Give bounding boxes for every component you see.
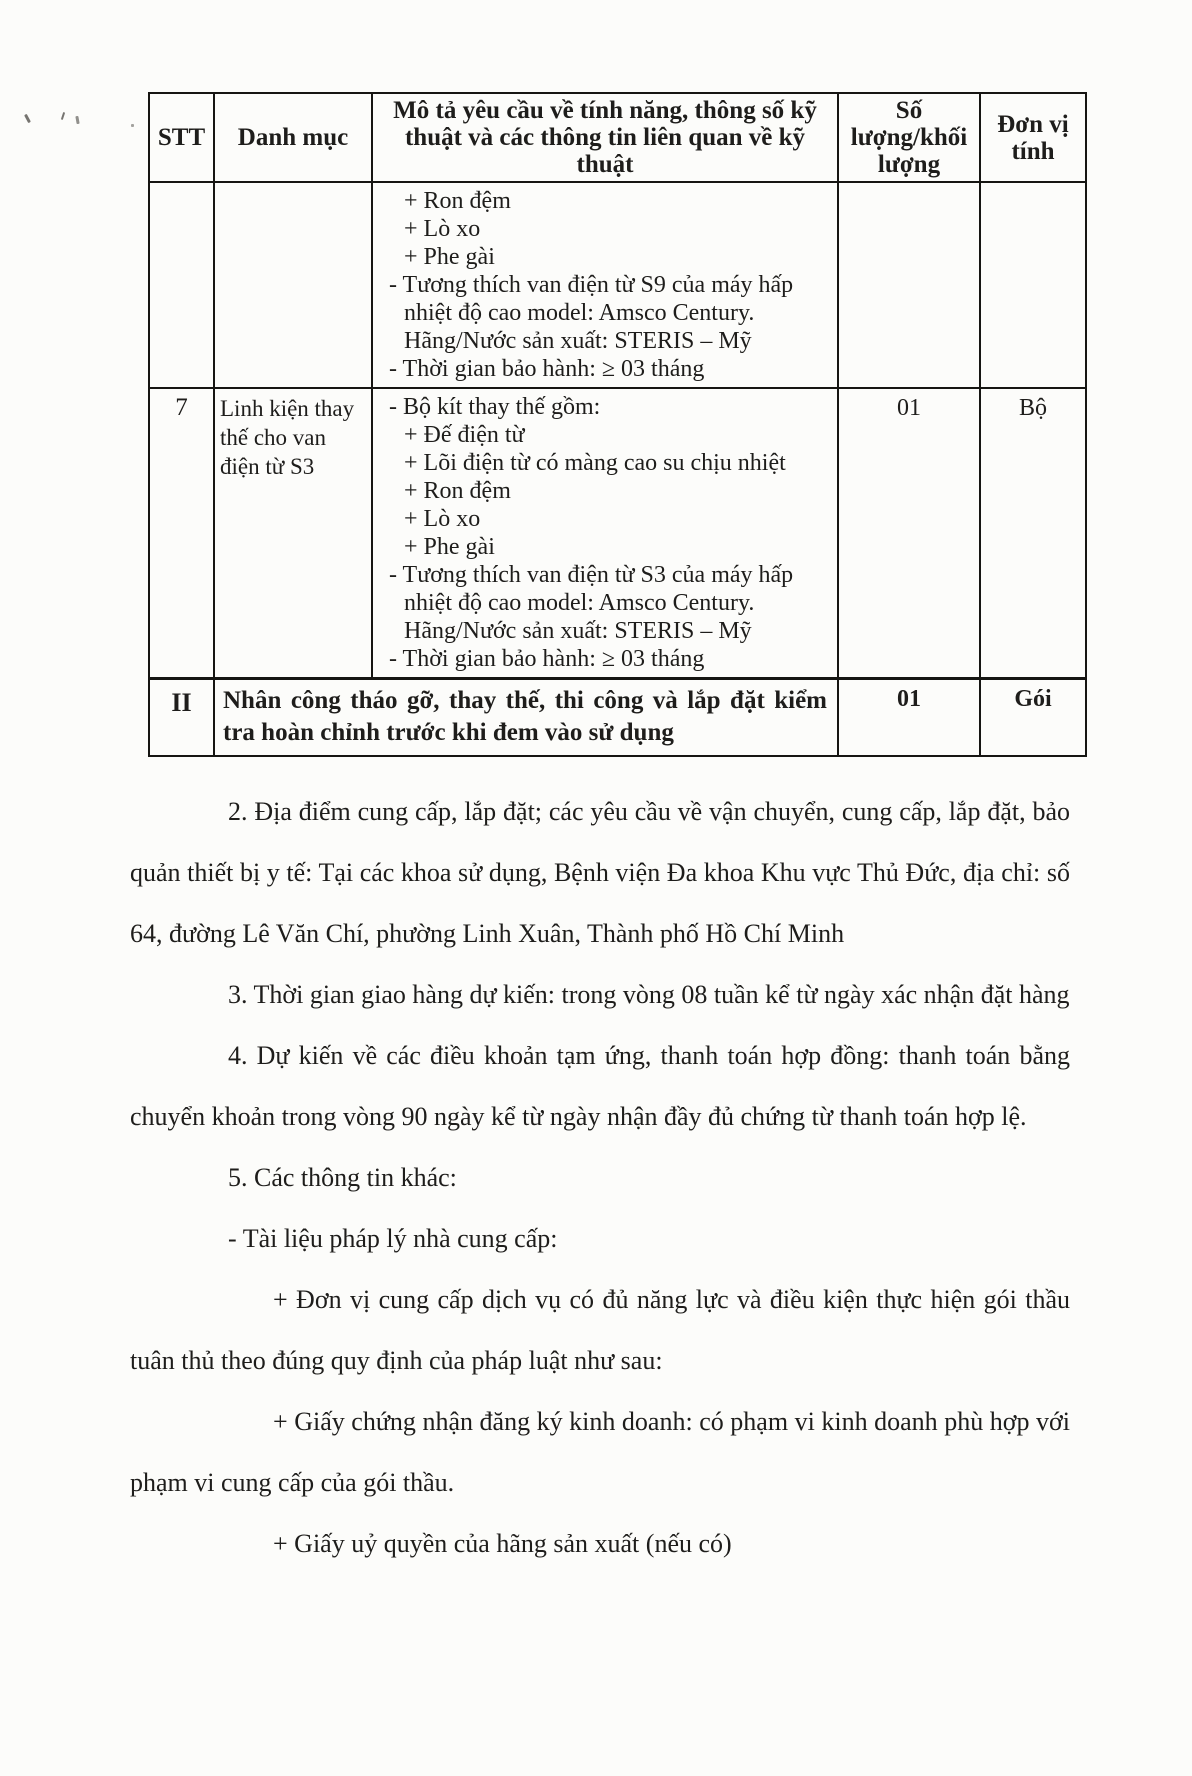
column-header-1: Danh mục	[214, 93, 372, 182]
scan-artifact	[131, 124, 134, 127]
description-line: nhiệt độ cao model: Amsco Century.	[404, 300, 755, 326]
column-header-0: STT	[149, 93, 214, 182]
paragraph: 2. Địa điểm cung cấp, lắp đặt; các yêu cầu về vận chuyển, cung cấp, lắp đặt, bảo quản thiết bị y tế: Tại các khoa sử dụng, Bệnh viện Đa khoa Khu vực Thủ Đức, địa chỉ: số 64, đường Lê Văn Chí, phường Linh Xuân, Thành phố Hồ Chí Minh	[130, 797, 1070, 948]
description-line: - Thời gian bảo hành: ≥ 03 tháng	[389, 356, 705, 382]
scan-artifact	[24, 114, 31, 123]
body-paragraphs	[130, 781, 1070, 1574]
paragraph: + Đơn vị cung cấp dịch vụ có đủ năng lực và điều kiện thực hiện gói thầu tuân thủ theo đúng quy định của pháp luật như sau:	[130, 1285, 1070, 1375]
column-header-3: Số lượng/khối lượng	[838, 93, 980, 182]
cell-quantity: 01	[838, 388, 980, 679]
scan-artifact	[61, 112, 65, 120]
description-line: Hãng/Nước sản xuất: STERIS – Mỹ	[404, 618, 752, 644]
description-line: - Bộ kít thay thế gồm:	[389, 394, 601, 420]
description-line: + Lõi điện từ có màng cao su chịu nhiệt	[404, 450, 786, 476]
cell-unit	[980, 182, 1086, 388]
cell-unit: Gói	[980, 679, 1086, 757]
table-header-row	[149, 93, 1086, 182]
description-line: + Ron đệm	[404, 478, 511, 504]
description-line: - Tương thích van điện từ S9 của máy hấp	[389, 272, 794, 298]
cell-quantity: 01	[838, 679, 980, 757]
description-line: nhiệt độ cao model: Amsco Century.	[404, 590, 755, 616]
table-row	[149, 182, 1086, 388]
scan-artifact	[75, 116, 79, 124]
description-line: + Phe gài	[404, 534, 495, 560]
description-line: + Ron đệm	[404, 188, 511, 214]
spec-table-body	[149, 182, 1086, 756]
table-row	[149, 679, 1086, 757]
column-header-4: Đơn vị tính	[980, 93, 1086, 182]
description-line: + Đế điện từ	[404, 422, 525, 448]
cell-quantity	[838, 182, 980, 388]
spec-table	[148, 92, 1087, 757]
description-line: + Phe gài	[404, 244, 495, 270]
cell-description: Nhân công tháo gỡ, thay thế, thi công và lắp đặt kiểm tra hoàn chỉnh trước khi đem vào sử dụng	[214, 679, 838, 757]
scanned-document-page	[0, 92, 1192, 1776]
description-line: Hãng/Nước sản xuất: STERIS – Mỹ	[404, 328, 752, 354]
cell-description	[372, 182, 838, 388]
cell-unit: Bộ	[980, 388, 1086, 679]
description-line: - Tương thích van điện từ S3 của máy hấp	[389, 562, 794, 588]
column-header-2: Mô tả yêu cầu về tính năng, thông số kỹ thuật và các thông tin liên quan về kỹ thuật	[372, 93, 838, 182]
cell-category	[214, 182, 372, 388]
cell-stt: 7	[149, 388, 214, 679]
paragraph: 4. Dự kiến về các điều khoản tạm ứng, thanh toán hợp đồng: thanh toán bằng chuyển khoản trong vòng 90 ngày kể từ ngày nhận đầy đủ chứng từ thanh toán hợp lệ.	[130, 1041, 1070, 1131]
table-row	[149, 388, 1086, 679]
cell-stt: II	[149, 679, 214, 757]
cell-category: Linh kiện thay thế cho van điện từ S3	[214, 388, 372, 679]
description-line: - Thời gian bảo hành: ≥ 03 tháng	[389, 646, 705, 672]
paragraph: 3. Thời gian giao hàng dự kiến: trong vòng 08 tuần kể từ ngày xác nhận đặt hàng	[228, 980, 1070, 1009]
cell-description	[372, 388, 838, 679]
paragraph: - Tài liệu pháp lý nhà cung cấp:	[228, 1224, 558, 1253]
description-line: + Lò xo	[404, 216, 481, 242]
cell-stt	[149, 182, 214, 388]
paragraph: + Giấy chứng nhận đăng ký kinh doanh: có phạm vi kinh doanh phù hợp với phạm vi cung cấp của gói thầu.	[130, 1407, 1070, 1497]
paragraph: + Giấy uỷ quyền của hãng sản xuất (nếu có)	[273, 1529, 732, 1558]
paragraph: 5. Các thông tin khác:	[228, 1163, 457, 1192]
description-line: + Lò xo	[404, 506, 481, 532]
